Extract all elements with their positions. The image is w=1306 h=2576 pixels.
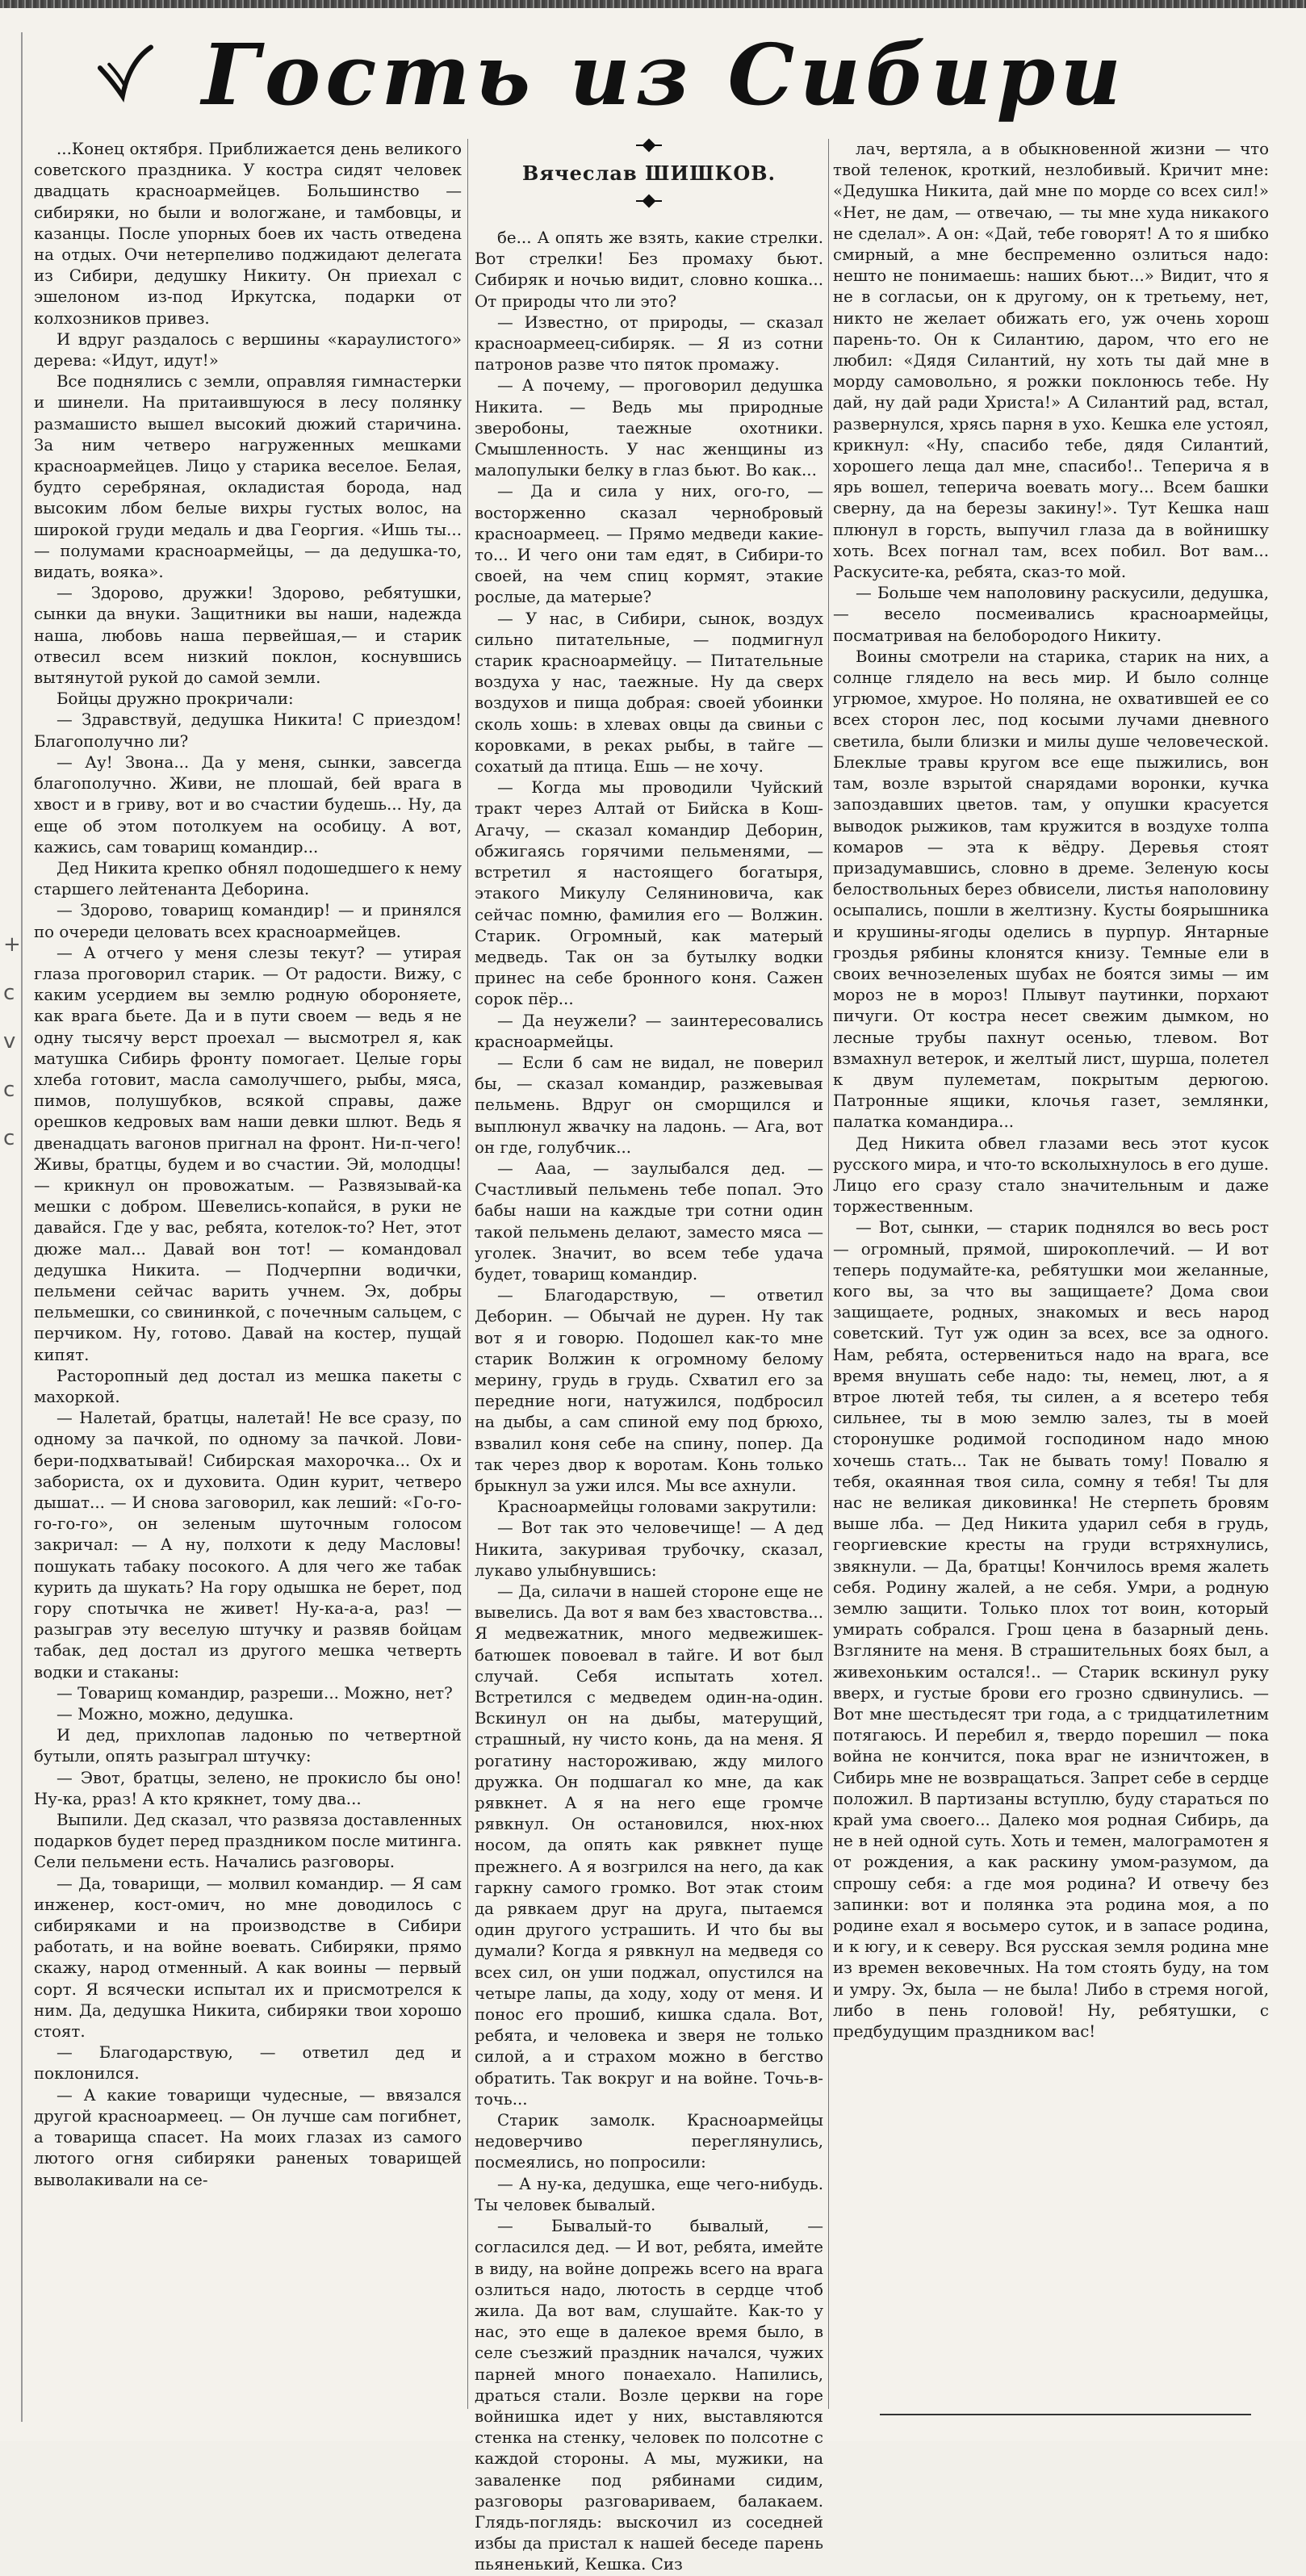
- paragraph: — Здравствуй, дедушка Никита! С приездом! Благополучно ли?: [34, 710, 462, 751]
- paragraph: — Да и сила у них, ого-го, — восторженно сказал чернобровый красноармеец. — Прямо медведи какие-то... И чего они там едят, в Сибири-то своей, на чем спиц кормят, этакие рослые, да матерые?: [475, 482, 823, 607]
- paragraph: — Можно, можно, дедушка.: [57, 1705, 294, 1724]
- paragraph: — А ну-ка, дедушка, еще чего-нибудь. Ты человек бывалый.: [475, 2174, 823, 2214]
- margin-mark: +: [3, 932, 21, 957]
- byline-block: [475, 139, 823, 228]
- paragraph: — Вот, сынки, — старик поднялся во весь рост — огромный, прямой, широкоплечий. — И вот теперь подумайте-ка, ребятушки мои желанные, кого вы, за что вы защищаете? Дома свои защищаете, родных, знакомых и весь народ советский. Тут уж один за всех, все за одного. Нам, ребята, остервениться надо на врага, все время внушать себе надо: ты, немец, лют, а я втрое лютей тебя, ты силен, а я всетеро тебя сильнее, ты в мою землю залез, ты в моей сторонушке родимой господином надо мною хочешь стать... Так не бывать тому! Повалю я тебя, окаянная твоя сила, сомну я тебя! Ты для нас не великая диковинка! Не стерпеть бровям выше лба. — Дед Никита ударил себя в грудь, георгиевские кресты на груди встряхнулись, звякнули. — Да, братцы! Кончилось время жалеть себя. Родину жалей, а не себя. Умри, а родную землю защити. Только плох тот воин, который умирать собрался. Грош цена в базарный день. Взгляните на меня. В страшительных боях был, а живехоньким остался!.. — Старик вскинул руку вверх, и густые брови его грозно сдвинулись. — Вот мне шестьдесят три года, а с тридцатилетним потягаюсь. И перебил я, твердо порешил — пока война не кончится, пока враг не изничтожен, в Сибирь мне не возвращаться. Запрет себе в сердце положил. В партизаны вступлю, буду стараться по край ума своего... Далеко моя родная Сибирь, да не в ней одной суть. Хоть и темен, малограмотен я от рождения, а как раскину умом-разумом, да спрошу себя: а где моя родина? И отвечу без запинки: вот и полянка эта родина моя, а по родине ехал я восьмеро суток, и в запасе родина, и к югу, и к северу. Вся русская земля родина мне из времен вековечных. На том стоять буду, на том и умру. Эх, была — не была! Либо в стремя ногой, либо в пень головой! Ну, ребятушки, с предбудущим праздником вас!: [833, 1218, 1269, 2042]
- paragraph: — У нас, в Сибири, сынок, воздух сильно питательные, — подмигнул старик красноармейцу. — Питательные воздуха у нас, таежные. Ну да сверх воздухов и пища добрая: своей убоинки сколь хошь: в хлевах овцы да свиньи с коровками, в реках рыбы, в тайге — сохатый да птица. Ешь — не хочу.: [475, 609, 823, 777]
- paragraph: — А отчего у меня слезы текут? — утирая глаза проговорил старик. — От радости. Вижу, с каким усердием вы землю родную обороняете, как врага бьете. Да и в пути своем — ведь я не одну тысячу верст проехал — высмотрел я, как матушка Сибирь фронту помогает. Целые горы хлеба готовит, масла самолучшего, рыбы, мяса, пимов, полушубков, всякой справы, даже орешков кедровых вам наши девки шлют. Ведь я двенадцать вагонов пригнал на фронт. Ни-п-чего! Живы, братцы, будем и во счастии. Эй, молодцы! — крикнул он провожатым. — Развязывай-ка мешки с добром. Шевелись-копайся, в руки не давайся. Где у вас, ребята, котелок-то? Нет, этот дюже мал... Давай вон тот! — командовал дедушка Никита. — Подчерпни водички, пельмени сейчас варить учнем. Эх, добры пельмешки, со свининкой, с почечным сальцем, с перчиком. Ну, готово. Давай на костер, пущай кипят.: [34, 943, 462, 1364]
- paragraph: Все поднялись с земли, оправляя гимнастерки и шинели. На притаившуюся в лесу полянку размашисто вышел высокий дюжий старичина. За ним четверо нагруженных мешками красноармейцев. Лицо у старика веселое. Белая, будто серебряная, окладистая борода, над высоким лбом белые вихры густых волос, на широкой груди медаль и два Георгия. «Ишь ты... — полумами красноармейцы, — да дедушка-то, видать, вояка».: [34, 372, 462, 582]
- paragraph: — Налетай, братцы, налетай! Не все сразу, по одному за пачкой, по одному за пачкой. Лови-бери-подхватывай! Сибирская махорочка... Ох и забориста, ох и духовита. Один курит, четверо дышат... — И снова заговорил, как леший: «Го-го-го-го-го», он зеленым шуточным голосом закричал: — А ну, полхоти к деду Масловы! пошукать табаку посокого. А для чего же табак курить да шукать? На гору одышка не берет, под гору спотычка не живет! Ну-ка-а-а, раз! — разыграв эту веселую штучку и развяв бойцам табак, дед достал из другого мешка четверть водки и стаканы:: [34, 1409, 462, 1682]
- paragraph: — Здорово, товарищ командир! — и принялся по очереди целовать всех красноармейцев.: [34, 901, 462, 941]
- margin-mark: c: [3, 1078, 15, 1102]
- column-divider: [828, 139, 829, 2409]
- diamond-ornament-icon: [636, 195, 662, 207]
- paragraph: Красноармейцы головами закрутили:: [497, 1497, 817, 1517]
- left-margin-strip: [0, 32, 23, 2422]
- margin-mark: v: [3, 1029, 16, 1053]
- paragraph: — Бывалый-то бывалый, — согласился дед. — И вот, ребята, имейте в виду, на войне допрежь всего на врага озлиться надо, лютость в сердце чтоб жила. Да вот вам, слушайте. Как-то у нас, это еще в далекое время было, в селе съезжий праздник начался, чужих парней много понаехало. Напились, драться стали. Возле церкви на горе войнишка идет у них, выставляются стенка на стенку, человек по полсотне с каждой стороны. А мы, мужики, на заваленке под рябинами сидим, разговоры разговариваем, балакаем. Глядь-поглядь: выскочил из соседней избы да пристал к нашей беседе парень пьяненький, Кешка. Сиз: [475, 2217, 823, 2574]
- paragraph: Воины смотрели на старика, старик на них, а солнце глядело на весь мир. И было солнце угрюмое, хмурое. Но поляна, не охватившей ее со всех сторон лес, под косыми лучами дневного светила, были близки и милы душе человеческой. Блеклые травы кругом все еще пыжились, вон там, возле взрытой снарядами воронки, кучка запоздавших цветов. там, у опушки красуется выводок рыжиков, там кружится в воздухе толпа комаров — эта к вёдру. Деревья стоят призадумавшись, словно в дреме. Зеленую косы белоствольных берез обвисели, листья наполовину осыпались, пошли в желтизну. Кусты боярышника и крушины-ягоды оделись в пурпур. Янтарные гроздья рябины клонятся книзу. Темные ели в своих вечнозеленых шубах не боятся зимы — им мороз не в мороз! Плывут паутинки, порхают пичуги. От костра несет свежим дымком, но лесные трубы пахнут осенью, тлевом. Вот взмахнул ветерок, и желтый лист, шурша, полетел к двум пулеметам, покрытым дерюгою. Патронные ящики, клочья газет, землянки, палатка командира...: [833, 647, 1269, 1132]
- article-column-3: [833, 139, 1269, 2409]
- top-border-rule: [0, 0, 1306, 8]
- paragraph: Бойцы дружно прокричали:: [57, 689, 294, 709]
- diamond-ornament-icon: [636, 139, 662, 152]
- paragraph: Дед Никита обвел глазами весь этот кусок русского мира, и что-то всколыхнулось в его душе. Лицо его сразу стало значительным и даже торжественным.: [833, 1133, 1269, 1217]
- paragraph: Выпили. Дед сказал, что развяза доставленных подарков будет перед праздником после митинга. Сели пельмени есть. Начались разговоры.: [34, 1811, 462, 1872]
- paragraph: — Ааа, — заулыбался дед. — Счастливый пельмень тебе попал. Это бабы наши на каждые три сотни один такой пельмень делают, заместо мяса — уголек. Значит, во всем тебе удача будет, товарищ командир.: [475, 1158, 823, 1284]
- paragraph: — Когда мы проводили Чуйский тракт через Алтай от Бийска в Кош-Агачу, — сказал командир Деборин, обжигаясь горячими пельменями, — встретил я настоящего богатыря, этакого Микулу Селяниновича, как сейчас помню, фамилия его — Волжин. Старик. Огромный, как матерый медведь. Так он за бутылку водки принес на себе бронного коня. Сажен сорок пёр...: [475, 778, 823, 1009]
- paragraph: — Эвот, братцы, зелено, не прокисло бы оно! Ну-ка, рраз! А кто крякнет, тому два...: [34, 1768, 462, 1808]
- paragraph: И вдруг раздалось с вершины «караулистого» дерева: «Идут, идут!»: [34, 329, 462, 371]
- paragraph: — Да, силачи в нашей стороне еще не вывелись. Да вот я вам без хвастовства... Я медвежатник, много медвежишек-батюшек повоевал в тайге. И вот был случай. Себя испытать хотел. Встретился с медведем один-на-один. Вскинул он на дыбы, матерущий, страшный, ну чисто конь, да на меня. Я рогатину настороживаю, жду милого дружка. Он подшагал ко мне, да как рявкнет. А я на него еще громче рявкнул. Он остановился, нюх-нюх носом, да опять как рявкнет пуще прежнего. А я возгрился на него, да как гаркну самого громко. Вот этак стоим да рявкаем друг на друга, пытаемся один другого устрашить. И что бы вы думали? Когда я рявкнул на медведя со всех сил, он уши поджал, опустился на четыре лапы, да ходу, ходу от меня. И понос его прошиб, кишка сдала. Вот, ребята, и человека и зверя не только силой, а и страхом можно в бегство обратить. Так вокруг и на войне. Точь-в-точь...: [475, 1582, 823, 2109]
- margin-mark: c: [3, 981, 15, 1005]
- paragraph: — Благодарствую, — ответил Деборин. — Обычай не дурен. Ну так вот я и говорю. Подошел как-то мне старик Волжин к огромному белому мерину, грудь в грудь. Схватил его за передние ноги, натужился, подбросил на дыбы, а сам спиной ему под брюхо, взвалил коня себе на спину, попер. Да так через двор к воротам. Конь только брыкнул за ужи ился. Мы все ахнули.: [475, 1286, 823, 1495]
- paragraph: Расторопный дед достал из мешка пакеты с махоркой.: [34, 1366, 462, 1406]
- paragraph: Старик замолк. Красноармейцы недоверчиво переглянулись, посмеялись, но попросили:: [475, 2111, 823, 2172]
- paragraph: — А почему, — проговорил дедушка Никита. — Ведь мы природные зверобоны, таежные охотники. Смышленность. У нас женщины из малопулыки белку в глаз бьют. Во как...: [475, 376, 823, 480]
- article-author: Вячеслав ШИШКОВ.: [522, 161, 776, 185]
- paragraph: — Благодарствую, — ответил дед и поклонился.: [34, 2043, 462, 2084]
- paragraph: — А какие товарищи чудесные, — ввязался другой красноармеец. — Он лучше сам погибнет, а товарища спасет. На моих глазах из самого лютого огня сибиряки раненых товарищей выволакивали на се-: [34, 2085, 462, 2189]
- paragraph: ...Конец октября. Приближается день великого советского праздника. У костра сидят человек двадцать красноармейцев. Большинство — сибиряки, но были и вологжане, и тамбовцы, и казанцы. После упорных боев их часть отведена на отдых. Очи нетерпеливо поджидают делегата из Сибири, дедушку Никиту. Он приехал с эшелоном из-под Иркутска, подарки от колхозников привез.: [34, 140, 462, 328]
- paragraph: — Известно, от природы, — сказал красноармеец-сибиряк. — Я из сотни патронов разве что пяток промажу.: [475, 312, 823, 375]
- paragraph: — Да неужели? — заинтересовались красноармейцы.: [475, 1011, 823, 1051]
- paragraph: — Вот так это человечище! — А дед Никита, закуривая трубочку, сказал, лукаво улыбнувшись:: [475, 1518, 823, 1580]
- paragraph: — Товарищ командир, разреши... Можно, нет?: [57, 1683, 453, 1703]
- paragraph: — Здорово, дружки! Здорово, ребятушки, сынки да внуки. Защитники вы наши, надежда наша, любовь наша первейшая,— и старик отвесил всем низкий поклон, коснувшись вытянутой рукой до самой земли.: [34, 584, 462, 688]
- closing-rule: [880, 2414, 1251, 2415]
- paragraph: Дед Никита крепко обнял подошедшего к нему старшего лейтенанта Деборина.: [34, 858, 462, 899]
- paragraph: — Да, товарищи, — молвил командир. — Я сам инженер, кост-омич, но мне доводилось с сибиряками и на производстве в Сибири работать, и на войне воевать. Сибиряки, прямо скажу, народ отменный. А как воины — первый сорт. Я всячески испытал их и присмотрелся к ним. Да, дедушка Никита, сибиряки твои хорошо стоят.: [34, 1874, 462, 2042]
- paragraph: — Ау! Звона... Да у меня, сынки, завсегда благополучно. Живи, не плошай, бей врага в хвост и в гриву, вот и во счастии будешь... Ну, да еще об этом потолкуем на особицу. А вот, кажись, сам товарищ командир...: [34, 752, 462, 857]
- margin-mark: c: [3, 1126, 15, 1150]
- margin-marks: [3, 920, 21, 1162]
- paragraph: бе... А опять же взять, какие стрелки. Вот стрелки! Без промаху бьют. Сибиряк и ночью видит, словно кошка... От природы что ли это?: [475, 228, 823, 311]
- article-column-1: [34, 139, 462, 2409]
- paragraph: И дед, прихлопав ладонью по четвертной бутыли, опять разыграл штучку:: [34, 1726, 462, 1766]
- handwritten-checkmark-icon: [90, 39, 169, 124]
- article-headline: Гость из Сибири: [202, 25, 1126, 124]
- paragraph: — Если б сам не видал, не поверил бы, — сказал командир, разжевывая пельмень. Вдруг он сморщился и выплюнул жвачку на ладонь. — Ага, вот он где, голубчик...: [475, 1053, 823, 1157]
- article-column-2: [475, 228, 823, 2574]
- paragraph: лач, вертяла, а в обыкновенной жизни — что твой теленок, кроткий, незлобивый. Кричит мне: «Дедушка Никита, дай мне по морде со всех сил!» «Нет, не дам, — отвечаю, — ты мне худа никакого не сделал». А он: «Дай, тебе говорят! А то я шибко смирный, а мне беспременно озлиться надо: нешто не понимаешь: наших бьют...» Видит, что я не в согласьи, он к другому, он к третьему, нет, никто не желает обижать его, уж очень хорош парень-то. Он к Силантию, даром, что его не любил: «Дядя Силантий, ну хоть ты дай мне в морду самовольно, я рожки поклонюсь тебе. Ну дай, ну дай ради Христа!» А Силантий рад, встал, развернулся, хрясь парня в ухо. Кешка еле устоял, крикнул: «Ну, спасибо тебе, дядя Силантий, хорошего леща дал мне, спасибо!.. Теперича я в ярь вошел, теперича воевать могу... Всем башки сверну, да на березы закину!». Тут Кешка наш плюнул в горсть, выпучил глаза да в войнишку хоть. Всех погнал там, всех побил. Вот вам... Раскусите-ка, ребята, сказ-то мой.: [833, 140, 1269, 582]
- column-divider: [467, 139, 468, 2409]
- paragraph: — Больше чем наполовину раскусили, дедушка, — весело посмеивались красноармейцы, посматривая на белобородого Никиту.: [833, 584, 1269, 645]
